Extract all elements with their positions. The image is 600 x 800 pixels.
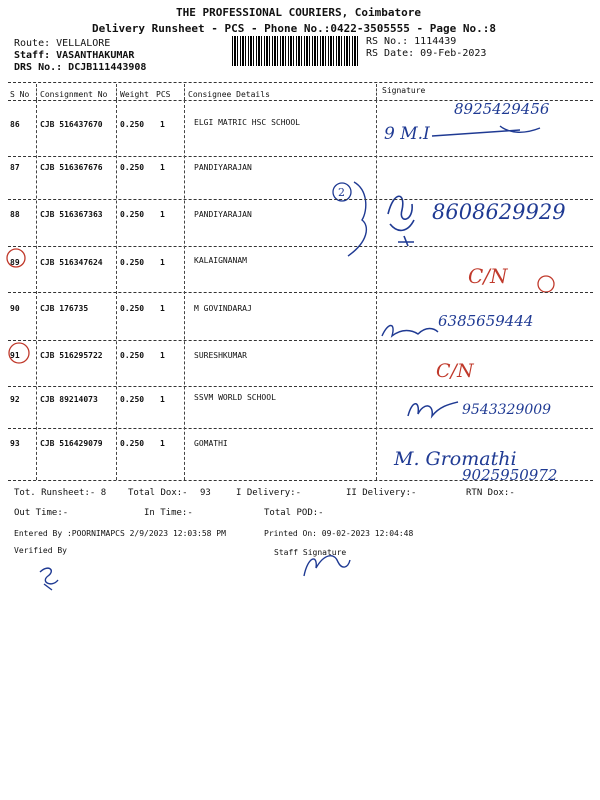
brace-annotation — [318, 176, 388, 266]
handwritten-phone: 8925429456 — [454, 100, 550, 118]
col-sep — [116, 100, 117, 480]
col-sep — [36, 84, 37, 100]
row-consignee: M GOVINDARAJ — [194, 304, 252, 313]
row-sno: 93 — [10, 439, 20, 448]
row-sno: 87 — [10, 163, 20, 172]
rtn-dox: RTN Dox:- — [466, 488, 515, 498]
row-weight: 0.250 — [120, 304, 145, 313]
row-pcs: 1 — [160, 163, 165, 172]
table-top-rule — [8, 82, 593, 83]
row-weight: 0.250 — [120, 210, 145, 219]
row-weight: 0.250 — [120, 163, 145, 172]
col-sno: S No — [10, 90, 30, 99]
handwritten-phone: 6385659444 — [438, 312, 534, 330]
col-sep — [184, 100, 185, 480]
printed-on: Printed On: 09-02-2023 12:04:48 — [264, 529, 414, 538]
col-consignee: Consignee Details — [188, 90, 270, 99]
col-pcs: PCS — [156, 90, 171, 99]
row-pcs: 1 — [160, 258, 165, 267]
row-sno: 92 — [10, 395, 20, 404]
row-consignment: CJB 516347624 — [40, 258, 103, 267]
col-consignment: Consignment No — [40, 90, 108, 99]
row-consignment: CJB 516367363 — [40, 210, 103, 219]
col-sep — [376, 84, 377, 100]
verified-by: Verified By — [14, 546, 67, 555]
col-weight: Weight — [120, 90, 149, 99]
col-sep — [376, 100, 377, 480]
company-name: THE PROFESSIONAL COURIERS, Coimbatore — [176, 6, 422, 19]
staff-signature-label: Staff Signature — [274, 548, 347, 557]
col-sep — [184, 84, 185, 100]
handwritten-phone: 8608629929 — [432, 200, 566, 224]
row-sno: 91 — [10, 351, 20, 360]
col-sep — [36, 100, 37, 480]
row-rule — [8, 340, 593, 341]
row-rule — [8, 292, 593, 293]
verifier-signature — [34, 562, 64, 592]
row-consignment: CJB 516295722 — [40, 351, 103, 360]
row-consignment: CJB 176735 — [40, 304, 89, 313]
row-consignment: CJB 516437670 — [40, 120, 103, 129]
encircled-number: 2 — [338, 186, 345, 199]
row-rule — [8, 156, 593, 157]
row-consignment: CJB 516367676 — [40, 163, 103, 172]
row-sno: 90 — [10, 304, 20, 313]
row-pcs: 1 — [160, 120, 165, 129]
row-consignee: SSVM WORLD SCHOOL — [194, 393, 276, 402]
drs-number: DRS No.: DCJB111443908 — [14, 62, 147, 73]
row-rule — [8, 386, 593, 387]
row-rule — [8, 246, 593, 247]
total-dox-value: 93 — [200, 488, 211, 498]
row-consignment: CJB 516429079 — [40, 439, 103, 448]
tot-runsheet: Tot. Runsheet:- 8 — [14, 488, 107, 498]
cn-mark: C/N — [436, 360, 474, 382]
route-label: Route: VELLALORE — [14, 38, 111, 49]
handwritten-phone: 9543329009 — [462, 402, 552, 418]
row-rule — [8, 428, 593, 429]
row-pcs: 1 — [160, 439, 165, 448]
rs-number: RS No.: 1114439 — [366, 36, 457, 47]
cn-mark: C/N — [468, 264, 508, 288]
row-rule — [8, 480, 593, 481]
row-pcs: 1 — [160, 395, 165, 404]
row-consignee: SURESHKUMAR — [194, 351, 247, 360]
ii-delivery: II Delivery:- — [346, 488, 417, 498]
total-pod: Total POD:- — [264, 508, 324, 518]
out-time: Out Time:- — [14, 508, 69, 518]
row-consignee: ELGI MATRIC HSC SCHOOL — [194, 118, 300, 127]
row-consignee: KALAIGNANAM — [194, 256, 247, 265]
barcode — [232, 36, 360, 66]
row-sno: 86 — [10, 120, 20, 129]
handwritten-signature: 9 M.I — [384, 124, 430, 144]
handwritten-phone: 9025950972 — [462, 466, 558, 484]
row-sno: 88 — [10, 210, 20, 219]
row-pcs: 1 — [160, 210, 165, 219]
handwritten-signature: M. Gromathi — [394, 448, 517, 470]
row-weight: 0.250 — [120, 395, 145, 404]
row-weight: 0.250 — [120, 439, 145, 448]
row-consignment: CJB 89214073 — [40, 395, 98, 404]
rs-date: RS Date: 09-Feb-2023 — [366, 48, 487, 59]
row-consignee: PANDIYARAJAN — [194, 163, 252, 172]
runsheet-title: Delivery Runsheet - PCS - Phone No.:0422-3505555 - Page No.:8 — [92, 22, 496, 35]
row-pcs: 1 — [160, 304, 165, 313]
row-weight: 0.250 — [120, 120, 145, 129]
col-sep — [116, 84, 117, 100]
row-weight: 0.250 — [120, 351, 145, 360]
row-pcs: 1 — [160, 351, 165, 360]
staff-label: Staff: VASANTHAKUMAR — [14, 50, 135, 61]
in-time: In Time:- — [144, 508, 193, 518]
row-weight: 0.250 — [120, 258, 145, 267]
signature-scribble — [384, 184, 424, 254]
entered-by: Entered By :POORNIMAPCS 2/9/2023 12:03:58 PM — [14, 529, 226, 538]
total-dox-label: Total Dox:- — [128, 488, 188, 498]
col-signature: Signature — [382, 86, 426, 95]
staff-signature — [294, 548, 354, 582]
row-consignee: PANDIYARAJAN — [194, 210, 252, 219]
row-consignee: GOMATHI — [194, 439, 228, 448]
i-delivery: I Delivery:- — [236, 488, 302, 498]
signature-scribble — [430, 120, 550, 144]
signature-scribble — [404, 396, 464, 426]
row-sno: 89 — [10, 258, 20, 267]
